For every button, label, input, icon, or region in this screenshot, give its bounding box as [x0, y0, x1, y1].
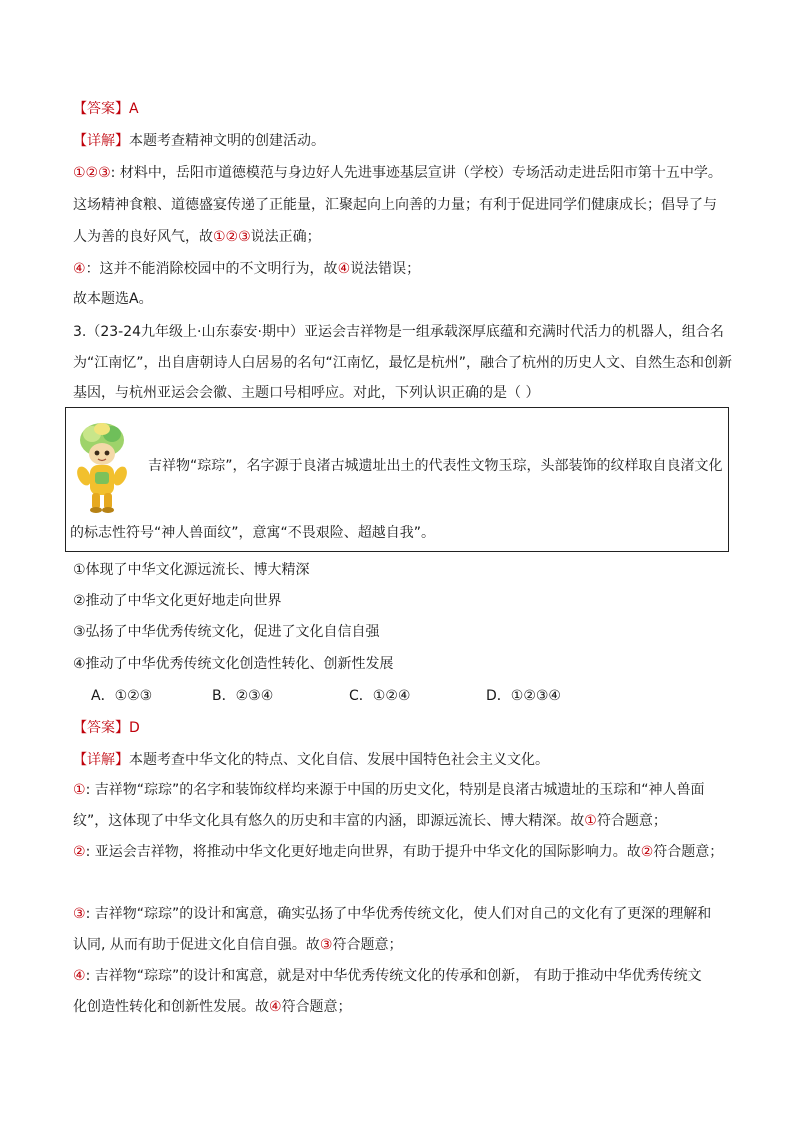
detail-paragraph: ①②③: 材料中，岳阳市道德模范与身边好人先进事迹基层宣讲（学校）专场活动走进岳阳市第十五中学。 — [73, 165, 722, 181]
option-c: C．①②④ — [349, 688, 411, 704]
question-text: 基因，与杭州亚运会会徽、主题口号相呼应。对此，下列认识正确的是（ ） — [73, 385, 540, 401]
material-box — [65, 407, 729, 552]
option-b: B．②③④ — [212, 688, 274, 704]
statement-item: ①体现了中华文化源远流长、博大精深 — [73, 562, 310, 578]
question-text: 为“江南忆”，出自唐朝诗人白居易的名句“江南忆，最忆是杭州”，融合了杭州的历史人文、自然生态和创新 — [73, 355, 733, 371]
statement-item: ④推动了中华优秀传统文化创造性转化、创新性发展 — [73, 656, 394, 672]
detail-label: 【详解】 — [73, 133, 129, 149]
detail-paragraph: 化创造性转化和创新性发展。故④符合题意； — [73, 999, 352, 1015]
detail-paragraph: ④: 吉祥物“琮琮”的设计和寓意，就是对中华优秀传统文化的传承和创新， 有助于推动中华优秀传统文 — [73, 968, 702, 984]
detail-paragraph: 纹”，这体现了中华文化具有悠久的历史和丰富的内涵，即源远流长、博大精深。故①符合题意； — [73, 813, 667, 829]
material-text: 吉祥物“琮琮”，名字源于良渚古城遗址出土的代表性文物玉琮，头部装饰的纹样取自良渚文化 — [148, 458, 723, 474]
detail-label: 【详解】 — [73, 752, 129, 768]
detail-line-2: 【详解】本题考查中华文化的特点、文化自信、发展中国特色社会主义文化。 — [73, 752, 549, 768]
answer-label: 【答案】 — [73, 720, 129, 736]
detail-line-1: 【详解】本题考查精神文明的创建活动。 — [73, 133, 325, 149]
statement-item: ③弘扬了中华优秀传统文化，促进了文化自信自强 — [73, 624, 380, 640]
mascot-image — [70, 420, 134, 516]
detail-paragraph: ③: 吉祥物“琮琮”的设计和寓意，确实弘扬了中华优秀传统文化，使人们对自己的文化有了更深的理解和 — [73, 906, 712, 922]
answer-label: 【答案】 — [73, 101, 129, 117]
answer-value: A — [129, 101, 139, 117]
option-a: A．①②③ — [91, 688, 153, 704]
detail-paragraph: 认同, 从而有助于促进文化自信自强。故③符合题意； — [73, 937, 403, 953]
detail-paragraph: 这场精神食粮、道德盛宴传递了正能量，汇聚起向上向善的力量；有利于促进同学们健康成长；倡导了与 — [73, 197, 717, 213]
detail-paragraph: ①: 吉祥物“琮琮”的名字和装饰纹样均来源于中国的历史文化，特别是良渚古城遗址的玉琮和“神人兽面 — [73, 782, 705, 798]
question-text: 3.（23-24九年级上·山东泰安·期中）亚运会吉祥物是一组承载深厚底蕴和充满时代活力的机器人，组合名 — [73, 324, 724, 340]
detail-paragraph: ②: 亚运会吉祥物，将推动中华文化更好地走向世界，有助于提升中华文化的国际影响力。故②符合题意； — [73, 844, 724, 860]
answer-value: D — [129, 720, 140, 736]
option-d: D．①②③④ — [486, 688, 561, 704]
answer-line-2 — [73, 718, 140, 738]
conclusion: 故本题选A。 — [73, 291, 153, 307]
detail-paragraph: 人为善的良好风气，故①②③说法正确； — [73, 229, 321, 245]
detail-paragraph: ④：这并不能消除校园中的不文明行为，故④说法错误； — [73, 261, 421, 277]
answer-line-1 — [73, 99, 139, 119]
material-text: 的标志性符号“神人兽面纹”，意寓“不畏艰险、超越自我”。 — [70, 525, 436, 541]
statement-item: ②推动了中华文化更好地走向世界 — [73, 593, 282, 609]
